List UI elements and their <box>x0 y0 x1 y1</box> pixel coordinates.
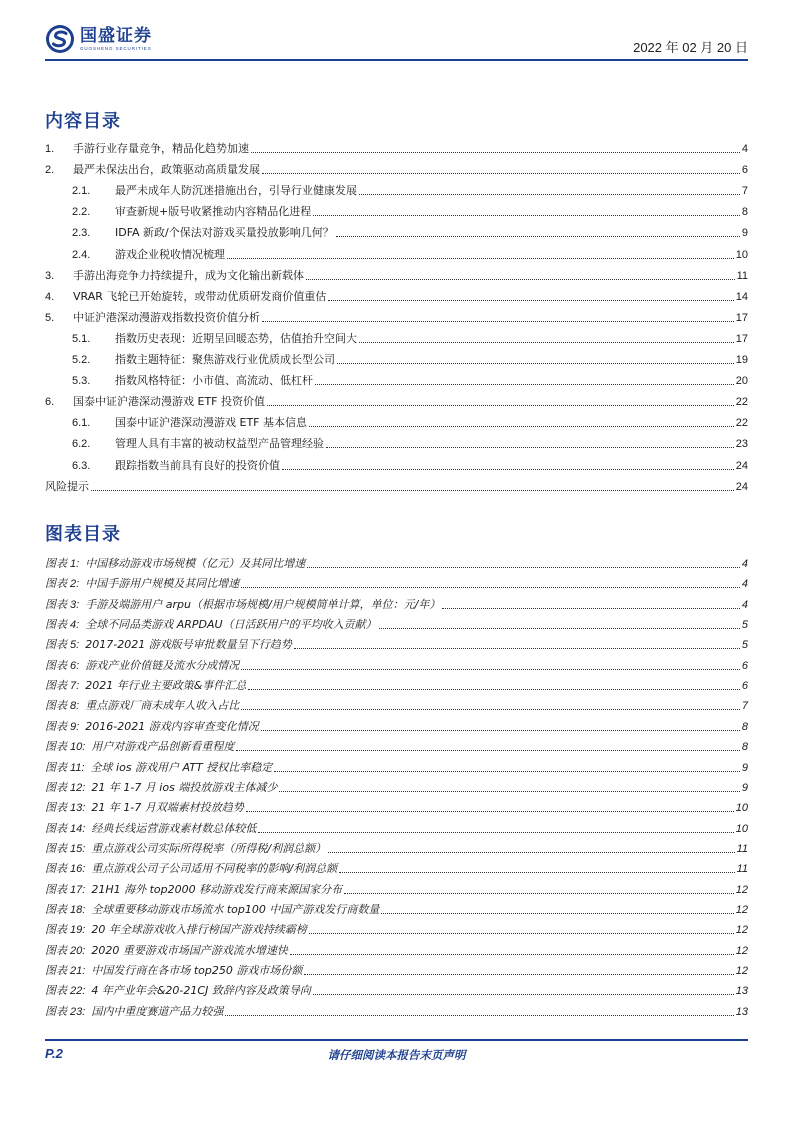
toc-entry-number: 6.2. <box>72 438 91 451</box>
figure-entry-leader-dots <box>225 1015 733 1016</box>
toc-entry-leader-dots <box>336 236 740 237</box>
figure-entry-page: 5 <box>741 619 748 632</box>
figure-entry-title: 中国手游用户规模及其同比增速 <box>85 577 240 591</box>
figure-entry-number: 图表 22: <box>45 985 86 998</box>
figure-entry-page: 12 <box>735 944 748 957</box>
page-header <box>45 22 748 56</box>
toc-entry-number: 3. <box>45 269 55 282</box>
toc-entry[interactable] <box>45 288 748 304</box>
figure-entry-number: 图表 17: <box>45 883 86 896</box>
figure-entry-page: 9 <box>741 761 748 774</box>
toc-entry-page: 10 <box>735 248 748 261</box>
toc-entry-page: 4 <box>741 143 748 155</box>
figure-entry[interactable] <box>45 718 748 734</box>
toc-entry-title: 审查新规+版号收紧推动内容精品化进程 <box>115 205 312 219</box>
logo-english-name: GUOSHENG SECURITIES <box>80 45 152 51</box>
figure-entry-leader-dots <box>381 913 733 914</box>
figure-entry-number: 图表 7: <box>45 680 80 693</box>
figure-entry[interactable] <box>45 779 748 795</box>
figure-entry[interactable] <box>45 759 748 775</box>
figure-entry-number: 图表 5: <box>45 639 80 652</box>
figure-entry-leader-dots <box>339 872 735 873</box>
figure-entry-page: 8 <box>741 741 748 754</box>
toc-entry-page: 17 <box>735 311 748 324</box>
figure-entry-leader-dots <box>241 587 740 588</box>
figure-entry[interactable] <box>45 942 748 958</box>
figure-entry[interactable] <box>45 657 748 673</box>
figure-entry-page: 9 <box>741 781 748 794</box>
toc-entry[interactable] <box>45 246 748 262</box>
figure-entry[interactable] <box>45 901 748 917</box>
figure-entry-leader-dots <box>258 832 733 833</box>
toc-entry-page: 19 <box>735 354 748 366</box>
footer-divider <box>45 1039 748 1041</box>
figure-entry-number: 图表 20: <box>45 944 86 957</box>
figure-entry-page: 8 <box>741 720 748 733</box>
figure-entry-page: 4 <box>741 558 748 570</box>
toc-entry-leader-dots <box>337 363 734 364</box>
toc-heading: 内容目录 <box>45 111 121 132</box>
figure-entry-title: 20 年全球游戏收入排行榜国产游戏持续霸榜 <box>91 923 307 937</box>
figure-entry-leader-dots <box>290 954 734 955</box>
figure-entry-title: 用户对游戏产品创新看重程度 <box>91 740 235 754</box>
figure-entry-number: 图表 15: <box>45 842 86 855</box>
figure-entry-number: 图表 14: <box>45 822 86 835</box>
toc-entry[interactable] <box>45 393 748 409</box>
figure-entry-number: 图表 1: <box>45 558 80 570</box>
toc-entry[interactable] <box>45 161 748 177</box>
figure-entry-title: 2017-2021 游戏版号审批数量呈下行趋势 <box>85 638 292 652</box>
toc-entry-number: 1. <box>45 143 55 155</box>
figure-entry[interactable] <box>45 636 748 652</box>
figure-entry-leader-dots <box>379 628 740 629</box>
toc-entry-page: 14 <box>735 290 748 303</box>
figure-entry-page: 12 <box>735 883 748 896</box>
figure-entry-page: 7 <box>741 700 748 713</box>
figure-entry-leader-dots <box>307 567 740 568</box>
toc-entry-page: 22 <box>735 417 748 430</box>
figure-entry[interactable] <box>45 962 748 978</box>
figure-entry[interactable] <box>45 799 748 815</box>
figure-entry-leader-dots <box>328 852 735 853</box>
figure-entry-page: 4 <box>741 598 748 611</box>
figure-entry-title: 中国发行商在各市场 top250 游戏市场份额 <box>91 964 303 977</box>
toc-entry-title: IDFA 新政/个保法对游戏买量投放影响几何？ <box>115 226 334 240</box>
toc-entry-title: 最严未成年人防沉迷措施出台，引导行业健康发展 <box>115 184 357 198</box>
figure-entry[interactable] <box>45 921 748 937</box>
toc-entry[interactable] <box>45 435 748 451</box>
figure-entry[interactable] <box>45 840 748 856</box>
figure-entry-page: 10 <box>735 822 748 835</box>
figure-entry-title: 全球不同品类游戏 ARPDAU（日活跃用户的平均收入贡献） <box>85 618 377 632</box>
figure-entry-page: 11 <box>736 842 748 855</box>
figure-entry-leader-dots <box>442 608 740 609</box>
toc-entry-leader-dots <box>315 384 734 385</box>
figure-entry-page: 6 <box>741 659 748 672</box>
toc-entry-number: 5.3. <box>72 375 91 388</box>
toc-entry-leader-dots <box>359 194 740 195</box>
figure-entry-title: 21H1 海外 top2000 移动游戏发行商来源国家分布 <box>91 882 343 896</box>
toc-entry-leader-dots <box>262 321 734 322</box>
toc-entry[interactable] <box>45 203 748 219</box>
report-date: 2022 年 02 月 20 日 <box>633 40 748 55</box>
figure-entry[interactable] <box>45 820 748 836</box>
toc-entry-page: 6 <box>741 164 748 177</box>
toc-entry[interactable] <box>45 267 748 283</box>
figure-entry-title: 2020 重要游戏市场国产游戏流水增速快 <box>91 943 288 957</box>
figure-entry-leader-dots <box>344 893 734 894</box>
toc-entry-title: 国泰中证沪港深动漫游戏 ETF 基本信息 <box>115 416 307 430</box>
toc-entry-number: 5.2. <box>72 354 91 366</box>
toc-entry-leader-dots <box>359 342 734 343</box>
figure-entry-page: 6 <box>741 680 748 693</box>
toc-entry-number: 5.1. <box>72 332 91 345</box>
toc-entry-page: 22 <box>735 396 748 409</box>
toc-entry-number: 2.4. <box>72 248 91 261</box>
figure-entry[interactable] <box>45 860 748 876</box>
figure-entry-number: 图表 23: <box>45 1005 86 1018</box>
figure-entry-title: 2016-2021 游戏内容审查变化情况 <box>85 719 259 733</box>
toc-entry-leader-dots <box>313 215 740 216</box>
figure-entry-leader-dots <box>304 974 733 975</box>
figure-entry-title: 经典长线运营游戏素材数总体较低 <box>91 821 257 835</box>
figure-entry-number: 图表 21: <box>45 965 86 977</box>
toc-entry[interactable] <box>45 457 748 473</box>
figure-list-heading: 图表目录 <box>45 524 121 545</box>
guosheng-logo-icon <box>45 24 75 54</box>
figure-entry-page: 4 <box>741 578 748 591</box>
figure-entry-number: 图表 12: <box>45 781 86 794</box>
toc-entry-number: 6.1. <box>72 417 91 430</box>
figure-entry-page: 11 <box>736 863 748 876</box>
toc-entry-number: 2.2. <box>72 206 91 219</box>
toc-entry-page: 11 <box>736 269 748 282</box>
figure-entry[interactable] <box>45 881 748 897</box>
figure-entry-number: 图表 8: <box>45 700 80 713</box>
toc-entry-leader-dots <box>328 300 733 301</box>
figure-entry-number: 图表 16: <box>45 863 86 876</box>
figure-entry-title: 游戏产业价值链及流水分成情况 <box>85 658 240 672</box>
figure-entry-title: 重点游戏厂商未成年人收入占比 <box>85 699 240 713</box>
figure-entry[interactable] <box>45 596 748 612</box>
toc-entry-page: 23 <box>735 438 748 451</box>
figure-entry-number: 图表 18: <box>45 903 86 916</box>
figure-entry-leader-dots <box>279 791 740 792</box>
figure-entry[interactable] <box>45 616 748 632</box>
toc-entry[interactable] <box>45 372 748 388</box>
toc-entry[interactable] <box>45 414 748 430</box>
figure-entry-page: 12 <box>735 965 748 977</box>
figure-entry-page: 12 <box>735 903 748 916</box>
figure-entry-page: 5 <box>741 639 748 652</box>
toc-entry-title: 指数主题特征：聚焦游戏行业优质成长型公司 <box>115 353 335 366</box>
figure-entry-number: 图表 6: <box>45 659 80 672</box>
toc-entry-title: 手游行业存量竞争，精品化趋势加速 <box>73 142 249 155</box>
toc-entry-title: 国泰中证沪港深动漫游戏 ETF 投资价值 <box>73 395 265 409</box>
figure-entry-title: 21 年 1-7 月双端素材投放趋势 <box>91 801 244 815</box>
toc-entry-leader-dots <box>326 447 734 448</box>
figure-entry-leader-dots <box>246 811 734 812</box>
figure-entry-number: 图表 19: <box>45 924 86 937</box>
toc-entry[interactable] <box>45 140 748 156</box>
toc-entry-leader-dots <box>227 258 734 259</box>
figure-entry[interactable] <box>45 697 748 713</box>
figure-entry-title: 中国移动游戏市场规模（亿元）及其同比增速 <box>85 557 306 570</box>
toc-entry-title: 手游出海竞争力持续提升，成为文化输出新载体 <box>73 268 304 282</box>
figure-entry[interactable] <box>45 677 748 693</box>
toc-entry-leader-dots <box>267 405 734 406</box>
toc-entry-page: 24 <box>735 459 748 472</box>
figure-entry-number: 图表 10: <box>45 741 86 754</box>
figure-entry-title: 全球 ios 游戏用户 ATT 授权比率稳定 <box>90 760 273 774</box>
figure-entry-leader-dots <box>274 771 740 772</box>
toc-entry-title: 最严未保法出台，政策驱动高质量发展 <box>73 163 260 177</box>
figure-entry-title: 4 年产业年会&20-21CJ 致辞内容及政策导向 <box>91 984 311 998</box>
page-number: P.2 <box>45 1046 63 1061</box>
figure-entry-title: 重点游戏公司子公司适用不同税率的影响/利润总额 <box>91 862 338 876</box>
figure-entry-number: 图表 2: <box>45 578 80 591</box>
figure-entry-title: 全球重要移动游戏市场流水 top100 中国产游戏发行商数量 <box>91 902 380 916</box>
header-divider <box>45 59 748 61</box>
toc-entry[interactable] <box>45 182 748 198</box>
toc-entry[interactable] <box>45 309 748 325</box>
figure-entry-leader-dots <box>236 750 740 751</box>
figure-entry-leader-dots <box>248 689 740 690</box>
toc-entry-page: 20 <box>735 375 748 388</box>
toc-entry-title: 游戏企业税收情况梳理 <box>115 247 225 261</box>
figure-entry-title: 手游及端游用户 arpu（根据市场规模/用户规模简单计算，单位：元/年） <box>85 597 441 611</box>
toc-entry-page: 24 <box>735 480 748 493</box>
toc-entry[interactable] <box>45 330 748 346</box>
logo-chinese-name: 国盛证券 <box>80 25 152 46</box>
figure-entry-number: 图表 13: <box>45 802 86 815</box>
toc-entry-page: 9 <box>741 227 748 240</box>
toc-entry-page: 7 <box>741 185 748 198</box>
toc-entry-title: VRAR 飞轮已开始旋转，或带动优质研发商价值重估 <box>73 289 327 303</box>
figure-entry-leader-dots <box>241 669 740 670</box>
toc-entry-leader-dots <box>282 469 734 470</box>
figure-entry-leader-dots <box>309 933 734 934</box>
toc-entry-title: 风险提示 <box>45 479 89 493</box>
figure-entry[interactable] <box>45 1003 748 1019</box>
toc-entry-leader-dots <box>251 152 740 153</box>
figure-entry-page: 13 <box>735 1005 748 1018</box>
toc-entry-number: 4. <box>45 290 55 303</box>
figure-entry-number: 图表 9: <box>45 720 80 733</box>
toc-entry-leader-dots <box>309 426 734 427</box>
toc-entry-title: 中证沪港深动漫游戏指数投资价值分析 <box>73 310 260 324</box>
figure-entry-leader-dots <box>313 994 734 995</box>
company-logo <box>45 22 152 56</box>
toc-entry-number: 2.3. <box>72 227 91 240</box>
figure-entry-page: 13 <box>735 985 748 998</box>
figure-entry[interactable] <box>45 555 748 571</box>
figure-entry[interactable] <box>45 738 748 754</box>
toc-entry-title: 指数历史表现：近期呈回暖态势，估值抬升空间大 <box>115 331 357 345</box>
figure-entry-leader-dots <box>241 709 740 710</box>
toc-entry[interactable] <box>45 351 748 367</box>
figure-entry-page: 10 <box>735 802 748 815</box>
toc-entry-number: 5. <box>45 311 55 324</box>
toc-entry[interactable] <box>45 224 748 240</box>
figure-entry-leader-dots <box>294 648 740 649</box>
figure-entry-title: 国内中重度赛道产品力较强 <box>91 1004 224 1018</box>
figure-entry-title: 21 年 1-7 月 ios 端投放游戏主体减少 <box>91 780 278 794</box>
toc-entry-leader-dots <box>91 490 734 491</box>
toc-entry-number: 6. <box>45 396 55 409</box>
figure-entry[interactable] <box>45 982 748 998</box>
toc-entry-page: 8 <box>741 206 748 219</box>
toc-entry-title: 指数风格特征：小市值、高流动、低杠杆 <box>115 374 313 388</box>
figure-entry-title: 2021 年行业主要政策&事件汇总 <box>85 679 247 693</box>
toc-entry-number: 2.1. <box>72 185 91 198</box>
footer-disclaimer: 请仔细阅读本报告末页声明 <box>327 1048 466 1062</box>
toc-entry-leader-dots <box>306 279 735 280</box>
figure-entry-number: 图表 4: <box>45 619 80 632</box>
figure-entry-number: 图表 11: <box>45 761 85 774</box>
toc-entry-number: 6.3. <box>72 459 91 472</box>
figure-entry-number: 图表 3: <box>45 598 80 611</box>
toc-entry-leader-dots <box>262 173 740 174</box>
figure-entry-leader-dots <box>261 730 740 731</box>
toc-entry-number: 2. <box>45 164 55 177</box>
figure-entry-page: 12 <box>735 924 748 937</box>
figure-entry[interactable] <box>45 575 748 591</box>
toc-entry[interactable] <box>45 478 748 494</box>
toc-entry-title: 管理人具有丰富的被动权益型产品管理经验 <box>115 437 324 451</box>
toc-entry-page: 17 <box>735 332 748 345</box>
figure-entry-title: 重点游戏公司实际所得税率（所得税/利润总额） <box>91 841 327 855</box>
toc-entry-title: 跟踪指数当前具有良好的投资价值 <box>115 458 280 472</box>
